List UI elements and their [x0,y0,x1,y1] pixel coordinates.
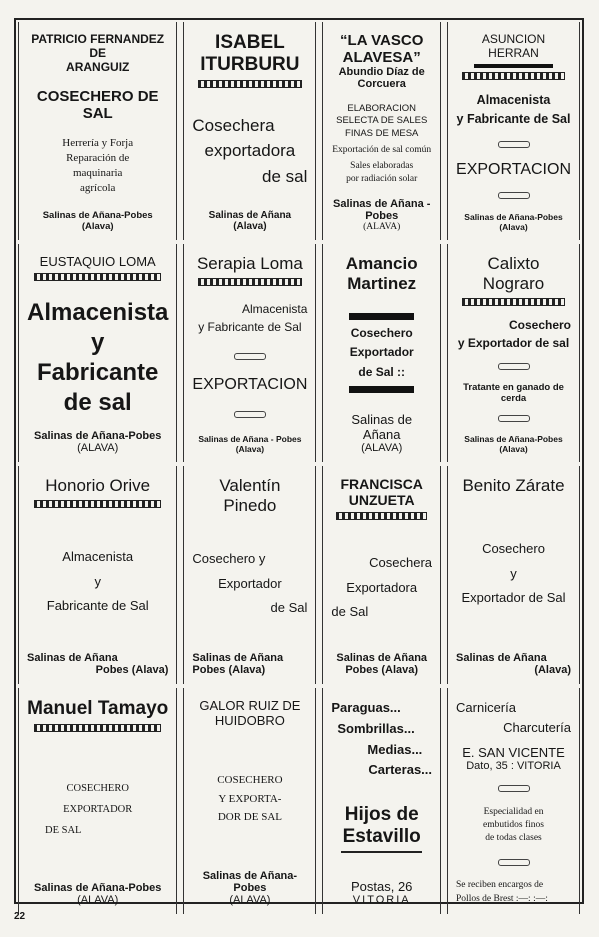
ad-line: Herrería y Forja [62,137,134,150]
ad-name: Serapia Loma [196,254,303,273]
ad-line: de Sal :: [358,364,406,379]
ad-line: Y EXPORTA- [218,792,282,805]
ad-line: y Exportador de sal [457,335,570,350]
ad-name-cont: ARANGUIZ [66,60,130,74]
ornament [198,80,301,88]
ad-footer: Salinas de Añana-Pobes [34,430,162,442]
rule [341,851,422,853]
ad-line: Exportación de sal común [332,145,432,155]
ad-footer: Salinas de Añana-Pobes (Alava) [464,211,563,232]
ad-name: GALOR RUIZ DE [199,698,301,713]
ornament [34,500,161,508]
ad-line: DE SAL [45,824,82,836]
ad-line: Tratante en ganado de cerda [463,381,564,404]
ad-francisca-unzueta [322,466,441,684]
ad-footer: Salinas de Añana [192,652,284,664]
ad-line: Pollos de Brest :—: :—: [456,893,548,904]
ad-name: E. SAN VICENTE [462,744,565,760]
ad-line: COSECHERO [217,773,283,786]
ad-line: Cosechero [508,317,571,332]
ad-benito-zarate [447,466,580,684]
ad-isabel-iturburu [183,22,316,240]
ad-line: de Sal [331,604,369,620]
ad-line: por radiación solar [346,173,418,184]
ad-line: Almacenista [476,92,551,107]
ad-honorio-orive [18,466,177,684]
ornament [336,512,427,520]
ornament [498,192,530,199]
ad-line: Cosechero [350,326,413,341]
ad-name: Honorio Orive [45,476,151,495]
ad-line: Almacenista y [27,298,169,356]
ad-footer: Salinas de Añana-Pobes [202,870,298,894]
ad-eustaquio-loma [18,244,177,462]
ad-footer: Salinas de Añana - Pobes (Alava) [198,433,302,454]
ad-line: Exportador de Sal [461,590,566,606]
ad-footer: Salinas de Añana [351,412,413,442]
ad-line: Carnicería [456,700,516,715]
ad-line: Cosechera [192,115,275,135]
ad-line: Carteras... [368,762,433,778]
ornament [498,415,530,422]
ad-footer: Salinas de Añana [27,652,118,664]
ad-asuncion-herran [447,22,580,240]
ad-footer-region: (ALAVA) [361,442,403,454]
ad-line: y [510,565,517,581]
ad-line: EXPORTACION [192,376,308,394]
ad-line: y Fabricante de Sal [456,111,571,126]
ad-amancio-martinez [322,244,441,462]
ad-e-san-vicente [447,688,580,914]
ornament [498,859,530,866]
ad-line: Exportador [349,345,414,360]
ad-name: PATRICIO FERNANDEZ DE [31,32,165,60]
ad-footer: Postas, 26 [350,879,413,894]
ad-line: SELECTA DE SALES [336,115,428,127]
ad-footer-region: (ALAVA) [77,894,119,906]
ad-footer: Salinas de Añana [456,652,547,664]
page-number: 22 [14,911,26,922]
ad-footer-region: Pobes (Alava) [95,664,169,676]
ad-name: Calixto Nograro [482,254,545,293]
ad-line: Almacenista [62,548,134,564]
ad-name-cont: Abundio Díaz de Corcuera [338,66,425,90]
ad-line: EXPORTACION [456,161,571,179]
ad-name: FRANCISCA UNZUETA [340,476,423,508]
ad-footer-region: (ALAVA) [77,442,119,454]
ad-name: Amancio Martinez [345,254,418,293]
ad-trade: COSECHERO DE SAL [36,88,159,123]
ornament [198,278,301,286]
ad-line: agrícola [79,181,116,194]
ad-line: Sombrillas... [337,720,415,736]
ad-line: Medias... [367,741,423,757]
ad-line: Sales elaboradas [350,161,414,172]
ad-line: Exportador [218,575,282,591]
ad-line: EXPORTADOR [63,803,133,815]
ad-name: Valentín Pinedo [219,476,281,515]
ad-line: Cosechera [369,554,433,570]
ornament [498,363,530,370]
ad-address: Dato, 35 : VITORIA [466,759,561,772]
ad-name-cont: HUIDOBRO [214,713,285,728]
ad-calixto-nograro [447,244,580,462]
rule [474,64,553,68]
ad-footer-region: (ALAVA) [363,222,401,232]
ad-la-vasco-alavesa [322,22,441,240]
ad-line: Cosechero y [192,550,266,566]
ad-footer-region: (Alava) [534,664,571,676]
ad-line: DOR DE SAL [217,811,282,824]
ad-name: ISABEL ITURBURU [200,32,300,75]
ad-line: Fabricante de sal [37,358,159,416]
rule [349,313,414,320]
ornament [498,141,530,148]
ad-hijos-de-estavillo [322,688,441,914]
ad-line: y Fabricante de Sal [198,320,302,335]
ad-name: Benito Zárate [462,476,565,495]
ornament [462,72,565,80]
ad-name: Manuel Tamayo [27,698,169,719]
ad-line: COSECHERO [66,782,129,794]
ad-footer: Salinas de Añana-Pobes [34,882,162,894]
ad-serapia-loma [183,244,316,462]
ad-footer: Salinas de Añana-Pobes (Alava) [42,209,153,232]
ornament [498,785,530,792]
ad-footer-region: Pobes (Alava) [192,664,266,676]
ad-name: “LA VASCO ALAVESA” [340,32,424,66]
ad-line: Reparación de [66,152,130,165]
ad-manuel-tamayo [18,688,177,914]
ad-line: de Sal [270,600,308,616]
ornament [462,298,565,306]
ad-footer: Salinas de Añana-Pobes (Alava) [464,433,563,454]
ad-footer-region: Pobes (Alava) [345,664,419,676]
ad-line: FINAS DE MESA [345,127,419,139]
ad-line: Especialidad en [483,806,544,817]
ad-line: de sal [262,166,308,186]
ad-line: Almacenista [242,302,308,317]
ad-line: y [94,573,101,589]
ad-footer: Salinas de Añana (Alava) [208,210,292,232]
rule [349,386,414,393]
ad-line: Fabricante de Sal [46,598,149,614]
ad-line: embutidos finos [483,819,544,830]
ad-line: de todas clases [485,833,542,844]
ad-patricio-fernandez [18,22,177,240]
ad-valentin-pinedo [183,466,316,684]
ad-line: maquinaria [72,167,123,180]
ad-line: Paraguas... [331,700,401,715]
ad-line: Charcutería [503,719,571,735]
ad-footer: Salinas de Añana [336,652,428,664]
ornament [34,724,161,732]
ad-name: Hijos de Estavillo [342,804,421,848]
ad-line: exportadora [204,141,296,161]
ad-name: EUSTAQUIO LOMA [39,254,156,269]
ad-line: Cosechero [482,540,545,556]
advertisement-page [14,18,584,904]
ornament [234,411,266,418]
ornament [234,353,266,360]
ad-footer-region: (ALAVA) [229,894,271,906]
ad-name: ASUNCION HERRAN [481,32,546,60]
ad-line: ELABORACION [347,102,417,114]
ad-line: Exportadora [346,579,418,595]
ad-galor-ruiz-de-huidobro [183,688,316,914]
ad-footer-region: VITORIA [352,894,411,906]
ad-footer: Salinas de Añana - Pobes [333,198,431,222]
ad-line: Se reciben encargos de [456,880,544,891]
ornament [34,273,161,281]
